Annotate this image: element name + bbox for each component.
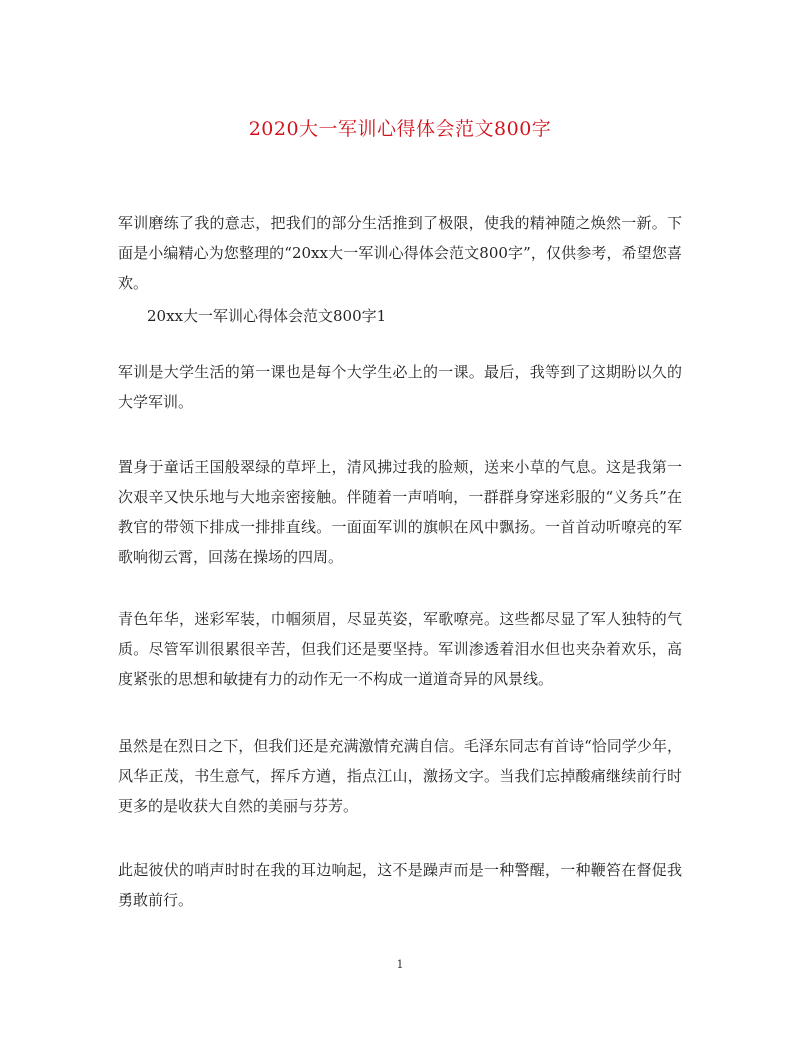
- paragraph-text: 此起彼伏的哨声时时在我的耳边响起，这不是躁声而是一种警醒，一种鞭笞在督促我勇敢前行。: [118, 861, 682, 909]
- paragraph-text: 虽然是在烈日之下，但我们还是充满激情充满自信。毛泽东同志有首诗“恰同学少年，风华正茂，书生意气，挥斥方遒，指点江山，激扬文字。当我们忘掉酸痛继续前行时更多的是收获大自然的美丽与芬芳。: [118, 737, 682, 815]
- page-number: 1: [396, 958, 404, 971]
- paragraph-4: [118, 731, 682, 821]
- intro-text: 军训磨练了我的意志，把我们的部分生活推到了极限，使我的精神随之焕然一新。下面是小编精心为您整理的“20xx大一军训心得体会范文800字”，仅供参考，希望您喜欢。: [118, 214, 682, 292]
- paragraph-1: [118, 357, 682, 417]
- paragraph-5: [118, 855, 682, 915]
- paragraph-3: [118, 604, 682, 694]
- document-title: 2020大一军训心得体会范文800字: [248, 118, 552, 140]
- paragraph-text: 军训是大学生活的第一课也是每个大学生必上的一课。最后，我等到了这期盼以久的大学军训。: [118, 363, 682, 411]
- intro-paragraph: [118, 208, 682, 298]
- paragraph-2: [118, 452, 682, 572]
- paragraph-text: 青色年华，迷彩军装，巾帼须眉，尽显英姿，军歌嘹亮。这些都尽显了军人独特的气质。尽管军训很累很辛苦，但我们还是要坚持。军训渗透着泪水但也夹杂着欢乐，高度紧张的思想和敏捷有力的动作无一不构成一道道奇异的风景线。: [118, 610, 682, 688]
- paragraph-text: 置身于童话王国般翠绿的草坪上，清风拂过我的脸颊，送来小草的气息。这是我第一次艰辛又快乐地与大地亲密接触。伴随着一声哨响，一群群身穿迷彩服的“义务兵”在教官的带领下排成一排排直线。一面面军训的旗帜在风中飘扬。一首首动听嘹亮的军歌响彻云霄，回荡在操场的四周。: [118, 458, 682, 566]
- section-subheading: 20xx大一军训心得体会范文800字1: [147, 307, 387, 325]
